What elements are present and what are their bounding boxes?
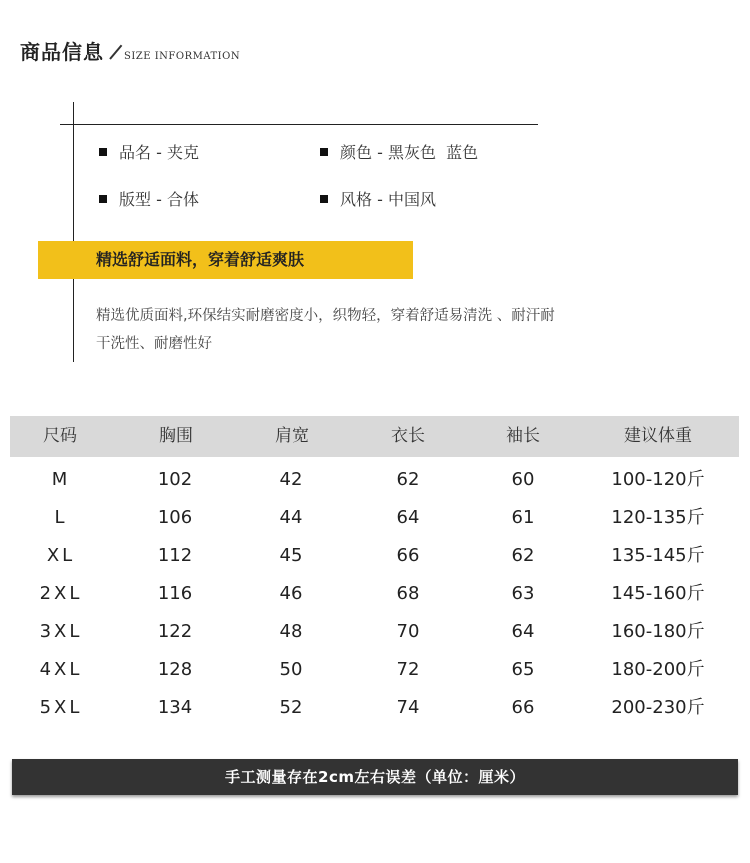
attribute-style [320, 187, 436, 210]
cell-weight: 120-135斤 [611, 507, 705, 528]
header-shoulder: 肩宽 [275, 426, 309, 446]
table-row [0, 651, 750, 689]
cell-size: M [51, 469, 71, 490]
attribute-color [320, 140, 478, 163]
table-row [0, 689, 750, 727]
feature-banner [38, 241, 413, 279]
cell-size: 5XL [39, 697, 83, 718]
cell-chest: 128 [157, 659, 193, 680]
attribute-product-name [99, 140, 199, 163]
description-line-2: 干洗性、耐磨性好 [96, 336, 212, 352]
fabric-description [96, 302, 626, 358]
attribute-text: 品名 - 夹克 [119, 143, 199, 162]
header-chest: 胸围 [159, 426, 193, 446]
attribute-text: 颜色 - 黑灰色 蓝色 [340, 143, 479, 162]
cell-weight: 200-230斤 [611, 697, 705, 718]
section-subtitle: SIZE INFORMATION [124, 51, 241, 62]
cell-shoulder: 52 [279, 697, 303, 718]
cell-shoulder: 46 [279, 583, 303, 604]
cell-chest: 116 [157, 583, 193, 604]
table-row [0, 537, 750, 575]
title-slash-divider [109, 45, 122, 60]
cell-weight: 100-120斤 [611, 469, 705, 490]
cell-length: 62 [396, 469, 420, 490]
cell-sleeve: 64 [511, 621, 535, 642]
vertical-guide-line [73, 102, 74, 362]
cell-size: L [54, 507, 68, 528]
cell-sleeve: 66 [511, 697, 535, 718]
table-row [0, 613, 750, 651]
table-row [0, 461, 750, 499]
table-row [0, 575, 750, 613]
cell-chest: 106 [157, 507, 193, 528]
cell-size: 2XL [39, 583, 83, 604]
banner-text: 精选舒适面料，穿着舒适爽肤 [96, 250, 305, 269]
measurement-note: 手工测量存在2cm左右误差（单位：厘米） [225, 768, 525, 786]
cell-shoulder: 50 [279, 659, 303, 680]
cell-sleeve: 63 [511, 583, 535, 604]
cell-length: 66 [396, 545, 420, 566]
size-table-header [10, 416, 739, 457]
header-sleeve: 袖长 [506, 426, 540, 446]
cell-length: 74 [396, 697, 420, 718]
cell-shoulder: 45 [279, 545, 303, 566]
bullet-square-icon [320, 148, 328, 156]
cell-sleeve: 65 [511, 659, 535, 680]
measurement-note-bar [12, 759, 738, 795]
bullet-square-icon [99, 148, 107, 156]
cell-chest: 122 [157, 621, 193, 642]
cell-sleeve: 62 [511, 545, 535, 566]
header-weight: 建议体重 [624, 426, 692, 446]
cell-size: XL [46, 545, 76, 566]
cell-weight: 145-160斤 [611, 583, 705, 604]
attribute-text: 风格 - 中国风 [340, 190, 436, 209]
cell-shoulder: 48 [279, 621, 303, 642]
header-length: 衣长 [391, 426, 425, 446]
cell-sleeve: 60 [511, 469, 535, 490]
cell-chest: 102 [157, 469, 193, 490]
cell-chest: 112 [157, 545, 193, 566]
cell-weight: 135-145斤 [611, 545, 705, 566]
cell-size: 3XL [39, 621, 83, 642]
cell-sleeve: 61 [511, 507, 535, 528]
cell-length: 70 [396, 621, 420, 642]
horizontal-guide-line [60, 124, 538, 125]
table-row [0, 499, 750, 537]
cell-weight: 160-180斤 [611, 621, 705, 642]
cell-shoulder: 42 [279, 469, 303, 490]
description-line-1: 精选优质面料,环保结实耐磨密度小，织物轻，穿着舒适易清洗 、耐汗耐 [96, 308, 555, 324]
cell-weight: 180-200斤 [611, 659, 705, 680]
cell-shoulder: 44 [279, 507, 303, 528]
header-size: 尺码 [43, 426, 77, 446]
cell-length: 72 [396, 659, 420, 680]
attribute-text: 版型 - 合体 [119, 190, 199, 209]
bullet-square-icon [99, 195, 107, 203]
cell-length: 64 [396, 507, 420, 528]
section-title: 商品信息 [20, 40, 104, 64]
cell-length: 68 [396, 583, 420, 604]
bullet-square-icon [320, 195, 328, 203]
cell-size: 4XL [39, 659, 83, 680]
attribute-fit [99, 187, 199, 210]
cell-chest: 134 [157, 697, 193, 718]
